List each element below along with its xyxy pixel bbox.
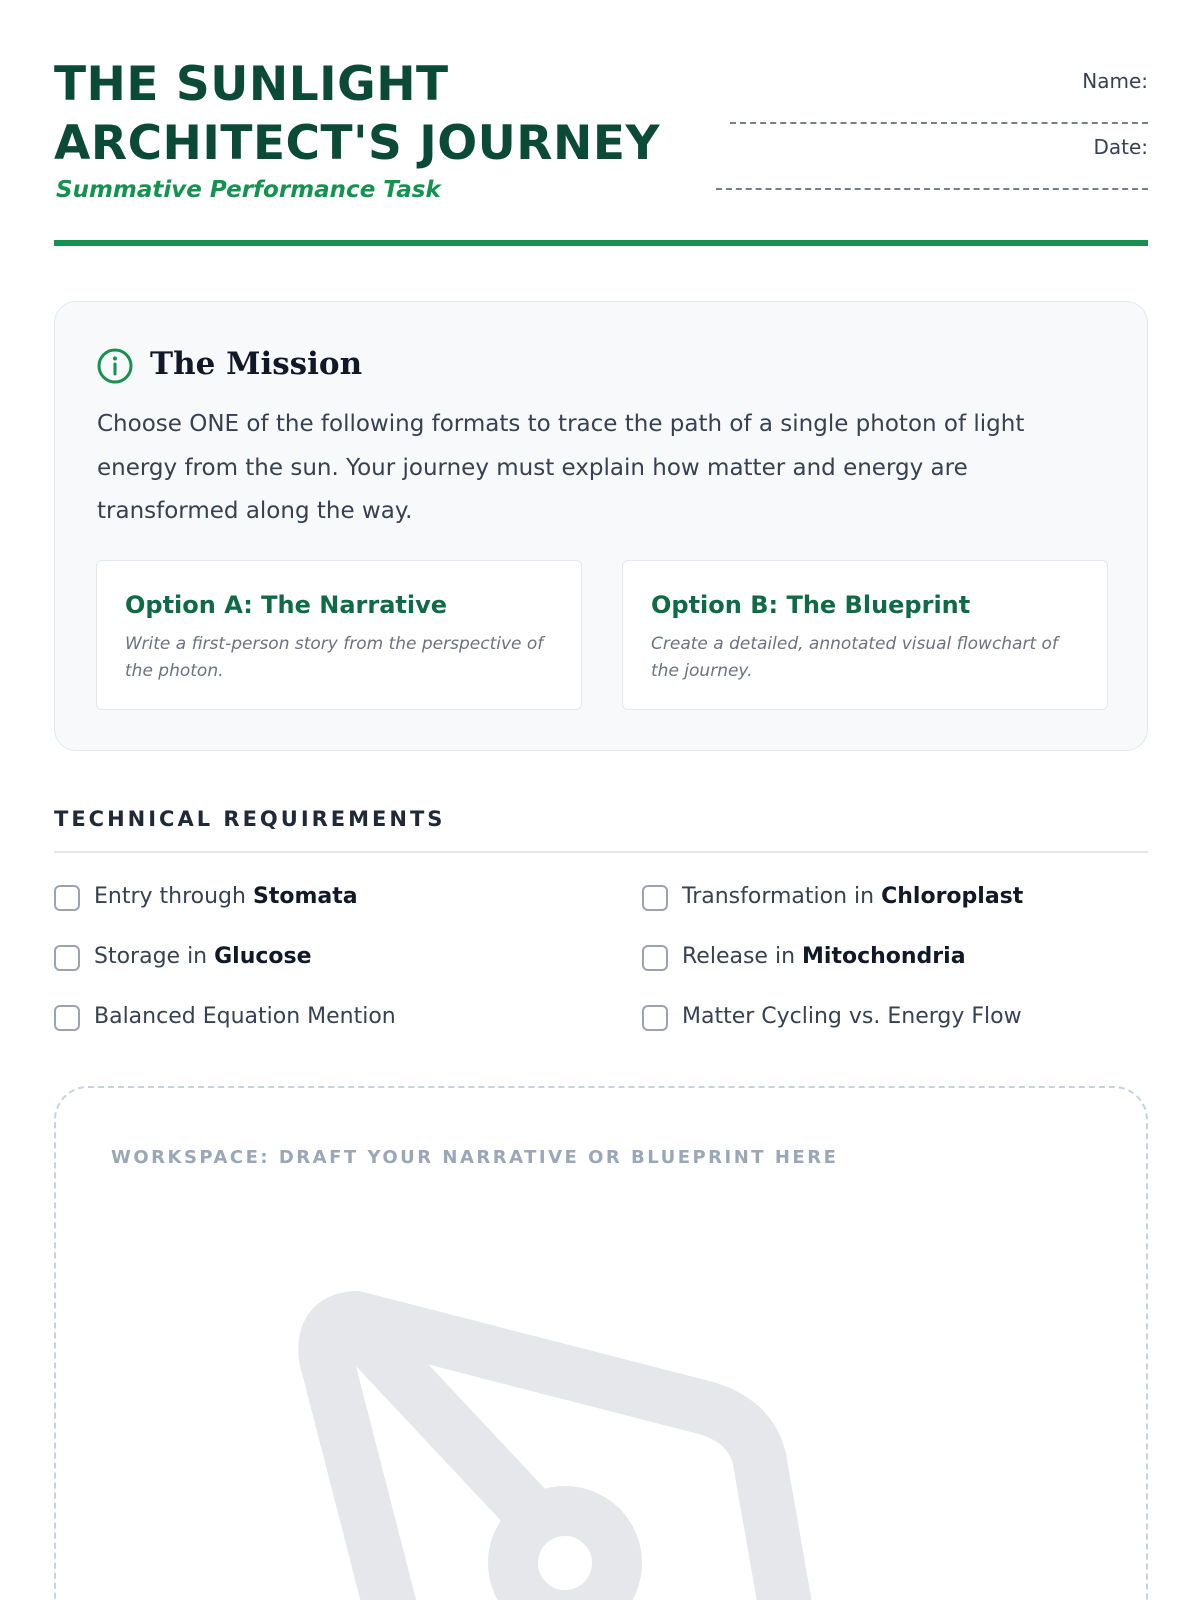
workspace-label: WORKSPACE: DRAFT YOUR NARRATIVE OR BLUEPRINT HERE (111, 1147, 839, 1168)
worksheet-header (54, 55, 1148, 247)
option-a-title: Option A: The Narrative (125, 591, 448, 619)
requirement-checkbox[interactable] (642, 945, 668, 971)
option-a-card (96, 560, 582, 710)
requirements-divider (54, 851, 1148, 853)
mission-description: Choose ONE of the following formats to trace the path of a single photon of light energy from the sun. Your journey must explain how matter and energy are transformed along the way. (97, 411, 1025, 524)
requirement-label: Transformation in Chloroplast (682, 884, 1024, 909)
requirement-label: Matter Cycling vs. Energy Flow (682, 1004, 1022, 1029)
option-b-card (622, 560, 1108, 710)
option-a-description: Write a first-person story from the perspective of the photon. (125, 634, 544, 681)
date-field-line[interactable] (716, 188, 1148, 190)
requirement-checkbox[interactable] (54, 1005, 80, 1031)
header-divider (54, 240, 1148, 246)
worksheet-title: THE SUNLIGHT ARCHITECT'S JOURNEY (54, 57, 660, 171)
workspace-area[interactable] (54, 1086, 1148, 1600)
mission-title: The Mission (150, 346, 363, 382)
info-icon (97, 348, 133, 384)
name-field-line[interactable] (730, 122, 1148, 124)
requirement-checkbox[interactable] (642, 1005, 668, 1031)
requirement-checkbox[interactable] (642, 885, 668, 911)
name-label: Name: (1082, 69, 1148, 93)
requirement-checkbox[interactable] (54, 945, 80, 971)
requirement-label: Release in Mitochondria (682, 944, 966, 969)
requirement-label: Balanced Equation Mention (94, 1004, 396, 1029)
mission-card (54, 301, 1148, 751)
requirement-label: Entry through Stomata (94, 884, 358, 909)
date-label: Date: (1093, 135, 1148, 159)
worksheet-subtitle: Summative Performance Task (56, 177, 441, 203)
pen-nib-icon (56, 1088, 1148, 1600)
requirement-label: Storage in Glucose (94, 944, 312, 969)
requirements-heading: TECHNICAL REQUIREMENTS (54, 807, 446, 831)
option-b-title: Option B: The Blueprint (651, 591, 971, 619)
option-b-description: Create a detailed, annotated visual flowchart of the journey. (651, 634, 1058, 681)
requirement-checkbox[interactable] (54, 885, 80, 911)
